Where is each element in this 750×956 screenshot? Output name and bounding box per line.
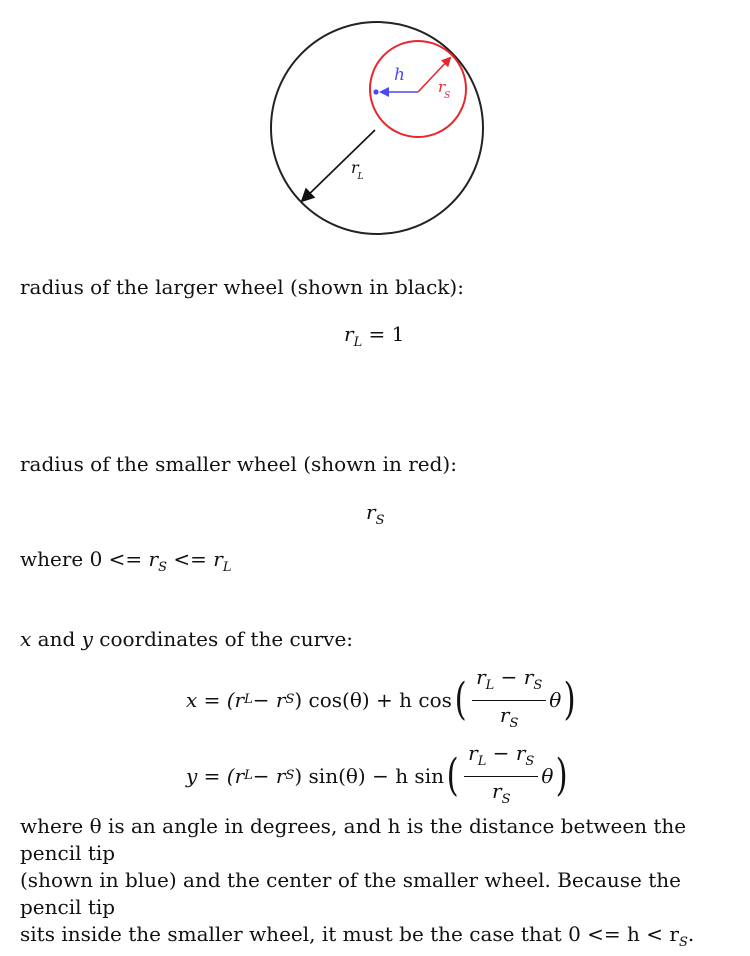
small-wheel-caption: radius of the smaller wheel (shown in red):	[20, 452, 457, 476]
small-wheel-constraint: where $0 <= r_S <= r_L$	[20, 547, 232, 575]
explanation-paragraph	[20, 813, 742, 956]
explanation-line-2: (shown in blue) and the center of the smaller wheel. Because the pencil tip	[20, 868, 681, 919]
y-equation-fraction: $\frac{r_L - r_S}{r_S}$	[464, 741, 538, 812]
large-radius-arrow	[302, 130, 375, 201]
label-h: h	[394, 65, 405, 85]
y-equation: y = (r L − r S ) sin(θ) − h sin ( $\frac{r_L - r_S}{r_S}$ θ )	[186, 746, 571, 806]
label-rl: rL	[351, 158, 364, 182]
small-wheel-circle	[370, 41, 466, 137]
coords-caption: x and y coordinates of the curve:	[20, 627, 354, 651]
large-wheel-caption: radius of the larger wheel (shown in black):	[20, 275, 464, 299]
x-equation: x = (r L − r S ) cos(θ) + h cos ( $\frac{r_L - r_S}{r_S}$ θ )	[186, 670, 578, 730]
small-radius-arrow	[418, 58, 450, 92]
explanation-line-1: where θ is an angle in degrees, and h is the distance between the pencil tip	[20, 814, 687, 865]
explanation-line-3: sits inside the smaller wheel, it must be the case that $0 <= h < r_S$.	[20, 922, 695, 950]
x-equation-fraction: $\frac{r_L - r_S}{r_S}$	[472, 665, 546, 736]
small-wheel-equation: $r_S$	[366, 500, 385, 528]
label-rs: rS	[438, 78, 451, 101]
wheel-diagram	[260, 18, 500, 240]
large-wheel-equation: $r_L = 1$	[344, 322, 405, 350]
pencil-tip-dot	[373, 89, 378, 94]
